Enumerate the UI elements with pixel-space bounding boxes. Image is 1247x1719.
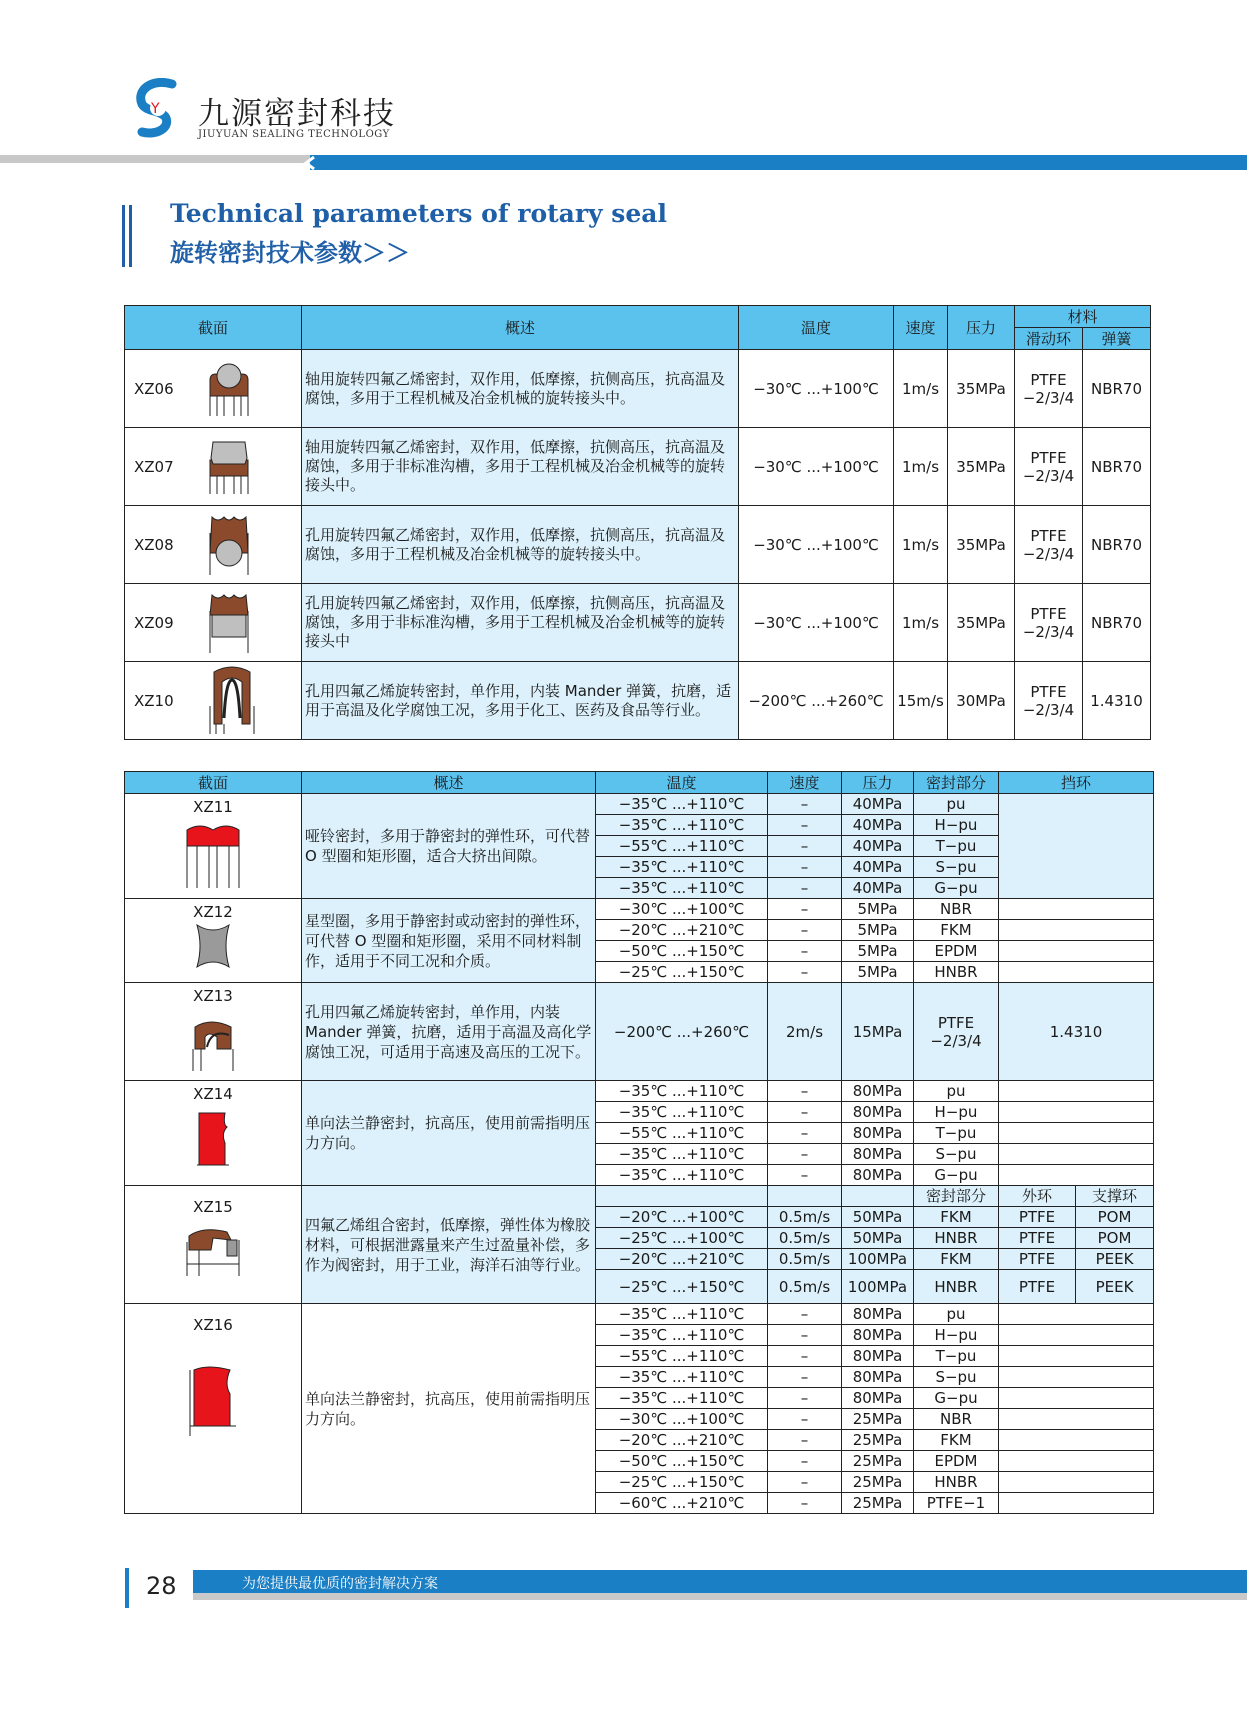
temp-cell: −55℃ ...+110℃: [596, 1346, 768, 1367]
seal-part-cell: HNBR: [914, 1228, 999, 1249]
retainer-cell: [999, 962, 1154, 983]
seal-part-cell: PTFE −2/3/4: [914, 983, 999, 1081]
retainer-cell: [999, 920, 1154, 941]
temp-cell: −20℃ ...+210℃: [596, 1430, 768, 1451]
section-cell: [125, 983, 302, 1081]
pressure-cell: 40MPa: [842, 878, 914, 899]
section-cell: [125, 899, 302, 983]
speed-cell: –: [768, 1388, 842, 1409]
seal-code: XZ16: [193, 1316, 233, 1334]
seal-description: 轴用旋转四氟乙烯密封，双作用，低摩擦，抗侧高压，抗高温及腐蚀，多用于非标准沟槽，多用于工程机械及冶金机械等的旋转接头中。: [302, 428, 739, 506]
header-section: 截面: [125, 306, 302, 350]
speed-cell: –: [768, 1451, 842, 1472]
section-cell: [125, 1186, 302, 1304]
table-row: [125, 794, 1154, 815]
section-cell: [125, 506, 302, 584]
retainer-cell: [999, 1493, 1154, 1514]
retainer-cell: [999, 899, 1154, 920]
section-cell: [125, 794, 302, 899]
slide-ring-cell: PTFE −2/3/4: [1015, 506, 1083, 584]
temp-cell: −200℃ ...+260℃: [739, 662, 894, 740]
speed-cell: –: [768, 1165, 842, 1186]
retainer-cell: [999, 1123, 1154, 1144]
spring-cell: NBR70: [1083, 506, 1151, 584]
seal-part-cell: EPDM: [914, 941, 999, 962]
seal-part-cell: pu: [914, 1081, 999, 1102]
seal-part-cell: NBR: [914, 899, 999, 920]
retainer-cell: [999, 1346, 1154, 1367]
pressure-cell: 50MPa: [842, 1228, 914, 1249]
speed-cell: 0.5m/s: [768, 1249, 842, 1270]
subheader-outer-ring: 外环: [999, 1186, 1076, 1207]
brand-name-cn: 九源密封科技: [198, 96, 396, 132]
seal-code: XZ08: [134, 535, 174, 554]
speed-cell: –: [768, 1123, 842, 1144]
support-ring-cell: PEEK: [1076, 1249, 1154, 1270]
speed-cell: –: [768, 1472, 842, 1493]
seal-part-cell: T−pu: [914, 836, 999, 857]
footer-divider: [193, 1593, 1247, 1600]
section-cell: [125, 1081, 302, 1186]
retainer-cell: [999, 1304, 1154, 1325]
speed-cell: –: [768, 1367, 842, 1388]
temp-cell: −20℃ ...+100℃: [596, 1207, 768, 1228]
header-spring: 弹簧: [1083, 328, 1151, 350]
seal-description: 单向法兰静密封，抗高压，使用前需指明压力方向。: [302, 1081, 596, 1186]
speed-cell: 0.5m/s: [768, 1228, 842, 1249]
retainer-cell: [999, 1144, 1154, 1165]
slide-ring-cell: PTFE −2/3/4: [1015, 350, 1083, 428]
speed-cell: –: [768, 857, 842, 878]
footer-slogan: 为您提供最优质的密封解决方案: [242, 1576, 438, 1592]
retainer-cell: [999, 1165, 1154, 1186]
temp-cell: −25℃ ...+150℃: [596, 1472, 768, 1493]
pressure-cell: 80MPa: [842, 1102, 914, 1123]
table-row: [125, 899, 1154, 920]
seal-part-cell: H−pu: [914, 815, 999, 836]
seal-code: XZ09: [134, 613, 174, 632]
slide-ring-cell: PTFE −2/3/4: [1015, 428, 1083, 506]
retainer-cell: [999, 1102, 1154, 1123]
header-temp: 温度: [739, 306, 894, 350]
seal-code: XZ11: [193, 798, 233, 816]
seal-description: 孔用四氟乙烯旋转密封，单作用，内装 Mander 弹簧，抗磨，适用于高温及高化学腐蚀工况，可适用于高速及高压的工况下。: [302, 983, 596, 1081]
seal-code: XZ14: [193, 1085, 233, 1103]
temp-cell: −35℃ ...+110℃: [596, 1388, 768, 1409]
speed-cell: –: [768, 794, 842, 815]
spring-cell: NBR70: [1083, 584, 1151, 662]
support-ring-cell: POM: [1076, 1207, 1154, 1228]
pressure-cell: 40MPa: [842, 794, 914, 815]
xz10-profile-icon: [204, 666, 260, 736]
header-overview: 概述: [302, 306, 739, 350]
xz16-profile-icon: [188, 1360, 238, 1440]
retainer-cell: [999, 941, 1154, 962]
pressure-cell: 100MPa: [842, 1270, 914, 1304]
static-seal-table: [124, 771, 1154, 1514]
subheader-empty: [768, 1186, 842, 1207]
xz11-profile-icon: [183, 820, 243, 890]
table-row: [125, 1186, 1154, 1207]
header-section: 截面: [125, 772, 302, 794]
header-speed: 速度: [768, 772, 842, 794]
section-cell: [125, 350, 302, 428]
temp-cell: −30℃ ...+100℃: [739, 506, 894, 584]
table-row: [125, 506, 1151, 584]
temp-cell: −50℃ ...+150℃: [596, 1451, 768, 1472]
table-row: [125, 983, 1154, 1081]
page-number: 28: [146, 1572, 177, 1600]
retainer-cell: [999, 1472, 1154, 1493]
seal-part-cell: HNBR: [914, 1472, 999, 1493]
speed-cell: 1m/s: [894, 428, 948, 506]
retainer-cell: [999, 1388, 1154, 1409]
retainer-cell: [999, 1451, 1154, 1472]
temp-cell: −200℃ ...+260℃: [596, 983, 768, 1081]
speed-cell: –: [768, 836, 842, 857]
speed-cell: –: [768, 941, 842, 962]
subheader-seal-part: 密封部分: [914, 1186, 999, 1207]
pressure-cell: 100MPa: [842, 1249, 914, 1270]
seal-code: XZ06: [134, 379, 174, 398]
seal-part-cell: G−pu: [914, 1165, 999, 1186]
temp-cell: −20℃ ...+210℃: [596, 920, 768, 941]
xz06-profile-icon: [204, 360, 254, 418]
spring-cell: 1.4310: [1083, 662, 1151, 740]
seal-code: XZ12: [193, 903, 233, 921]
pressure-cell: 80MPa: [842, 1144, 914, 1165]
pressure-cell: 15MPa: [842, 983, 914, 1081]
pressure-cell: 25MPa: [842, 1451, 914, 1472]
pressure-cell: 80MPa: [842, 1367, 914, 1388]
seal-description: 轴用旋转四氟乙烯密封，双作用，低摩擦，抗侧高压，抗高温及腐蚀，多用于工程机械及冶金机械的旋转接头中。: [302, 350, 739, 428]
seal-part-cell: FKM: [914, 1430, 999, 1451]
temp-cell: −30℃ ...+100℃: [596, 1409, 768, 1430]
spring-cell: NBR70: [1083, 350, 1151, 428]
speed-cell: –: [768, 920, 842, 941]
header-temp: 温度: [596, 772, 768, 794]
header-pressure: 压力: [842, 772, 914, 794]
speed-cell: 1m/s: [894, 506, 948, 584]
speed-cell: –: [768, 1346, 842, 1367]
pressure-cell: 25MPa: [842, 1493, 914, 1514]
outer-ring-cell: PTFE: [999, 1270, 1076, 1304]
outer-ring-cell: PTFE: [999, 1249, 1076, 1270]
speed-cell: 0.5m/s: [768, 1207, 842, 1228]
retainer-cell: [999, 794, 1154, 899]
seal-part-cell: G−pu: [914, 1388, 999, 1409]
seal-part-cell: pu: [914, 794, 999, 815]
seal-part-cell: T−pu: [914, 1123, 999, 1144]
temp-cell: −30℃ ...+100℃: [739, 584, 894, 662]
seal-part-cell: NBR: [914, 1409, 999, 1430]
speed-cell: –: [768, 899, 842, 920]
seal-description: 单向法兰静密封，抗高压，使用前需指明压力方向。: [302, 1304, 596, 1514]
page-title-en: Technical parameters of rotary seal: [170, 199, 667, 228]
temp-cell: −20℃ ...+210℃: [596, 1249, 768, 1270]
pressure-cell: 35MPa: [948, 350, 1015, 428]
seal-description: 孔用四氟乙烯旋转密封，单作用，内装 Mander 弹簧，抗磨，适用于高温及化学腐蚀工况，多用于化工、医药及食品等行业。: [302, 662, 739, 740]
subheader-empty: [596, 1186, 768, 1207]
seal-part-cell: EPDM: [914, 1451, 999, 1472]
temp-cell: −55℃ ...+110℃: [596, 1123, 768, 1144]
pressure-cell: 80MPa: [842, 1304, 914, 1325]
seal-code: XZ13: [193, 987, 233, 1005]
temp-cell: −35℃ ...+110℃: [596, 1081, 768, 1102]
speed-cell: –: [768, 962, 842, 983]
table-row: [125, 1081, 1154, 1102]
seal-part-cell: FKM: [914, 1207, 999, 1228]
temp-cell: −25℃ ...+150℃: [596, 962, 768, 983]
support-ring-cell: POM: [1076, 1228, 1154, 1249]
xz07-profile-icon: [204, 438, 254, 496]
header-bar: [310, 155, 1247, 170]
header-pressure: 压力: [948, 306, 1015, 350]
xz09-profile-icon: [204, 591, 254, 655]
temp-cell: −25℃ ...+150℃: [596, 1270, 768, 1304]
temp-cell: −35℃ ...+110℃: [596, 1102, 768, 1123]
retainer-cell: [999, 1325, 1154, 1346]
pressure-cell: 40MPa: [842, 857, 914, 878]
pressure-cell: 80MPa: [842, 1165, 914, 1186]
speed-cell: –: [768, 1304, 842, 1325]
pressure-cell: 80MPa: [842, 1325, 914, 1346]
subheader-empty: [842, 1186, 914, 1207]
section-cell: [125, 428, 302, 506]
temp-cell: −30℃ ...+100℃: [596, 899, 768, 920]
speed-cell: –: [768, 1102, 842, 1123]
seal-part-cell: PTFE−1: [914, 1493, 999, 1514]
pressure-cell: 35MPa: [948, 428, 1015, 506]
slide-ring-cell: PTFE −2/3/4: [1015, 584, 1083, 662]
seal-description: 孔用旋转四氟乙烯密封，双作用，低摩擦，抗侧高压，抗高温及腐蚀，多用于非标准沟槽，多用于工程机械及冶金机械等的旋转接头中: [302, 584, 739, 662]
pressure-cell: 5MPa: [842, 941, 914, 962]
xz08-profile-icon: [204, 513, 254, 577]
section-cell: [125, 1304, 302, 1514]
pressure-cell: 5MPa: [842, 962, 914, 983]
pressure-cell: 80MPa: [842, 1346, 914, 1367]
section-cell: [125, 662, 302, 740]
pressure-cell: 25MPa: [842, 1409, 914, 1430]
header-overview: 概述: [302, 772, 596, 794]
temp-cell: −35℃ ...+110℃: [596, 815, 768, 836]
temp-cell: −35℃ ...+110℃: [596, 1367, 768, 1388]
pressure-cell: 5MPa: [842, 920, 914, 941]
speed-cell: 0.5m/s: [768, 1270, 842, 1304]
seal-part-cell: H−pu: [914, 1102, 999, 1123]
table-row: [125, 1304, 1154, 1325]
retainer-cell: [999, 1430, 1154, 1451]
speed-cell: –: [768, 1325, 842, 1346]
seal-part-cell: HNBR: [914, 962, 999, 983]
header-seal-part: 密封部分: [914, 772, 999, 794]
temp-cell: −35℃ ...+110℃: [596, 1304, 768, 1325]
title-marker: [122, 205, 134, 267]
section-cell: [125, 584, 302, 662]
retainer-cell: 1.4310: [999, 983, 1154, 1081]
pressure-cell: 80MPa: [842, 1388, 914, 1409]
chevron-left-icon: [300, 156, 324, 170]
header-material: 材料: [1015, 306, 1151, 328]
pressure-cell: 25MPa: [842, 1430, 914, 1451]
header-speed: 速度: [894, 306, 948, 350]
speed-cell: –: [768, 878, 842, 899]
temp-cell: −35℃ ...+110℃: [596, 794, 768, 815]
seal-part-cell: FKM: [914, 1249, 999, 1270]
seal-description: 孔用旋转四氟乙烯密封，双作用，低摩擦，抗侧高压，抗高温及腐蚀，多用于工程机械及冶金机械等的旋转接头中。: [302, 506, 739, 584]
svg-text:Y: Y: [151, 101, 160, 117]
seal-part-cell: T−pu: [914, 1346, 999, 1367]
support-ring-cell: PEEK: [1076, 1270, 1154, 1304]
footer-marker: [125, 1568, 129, 1608]
seal-code: XZ15: [193, 1198, 233, 1216]
temp-cell: −35℃ ...+110℃: [596, 1144, 768, 1165]
temp-cell: −30℃ ...+100℃: [739, 350, 894, 428]
seal-part-cell: H−pu: [914, 1325, 999, 1346]
speed-cell: –: [768, 1430, 842, 1451]
pressure-cell: 80MPa: [842, 1123, 914, 1144]
seal-description: 星型圈，多用于静密封或动密封的弹性环，可代替 O 型圈和矩形圈，采用不同材料制作，适用于不同工况和介质。: [302, 899, 596, 983]
speed-cell: 1m/s: [894, 584, 948, 662]
seal-code: XZ07: [134, 457, 174, 476]
table-row: [125, 428, 1151, 506]
xz12-profile-icon: [189, 921, 237, 971]
pressure-cell: 25MPa: [842, 1472, 914, 1493]
temp-cell: −25℃ ...+100℃: [596, 1228, 768, 1249]
pressure-cell: 5MPa: [842, 899, 914, 920]
rotary-seal-table: [124, 305, 1151, 740]
speed-cell: 1m/s: [894, 350, 948, 428]
outer-ring-cell: PTFE: [999, 1228, 1076, 1249]
table-row: [125, 350, 1151, 428]
pressure-cell: 30MPa: [948, 662, 1015, 740]
outer-ring-cell: PTFE: [999, 1207, 1076, 1228]
subheader-support-ring: 支撑环: [1076, 1186, 1154, 1207]
seal-part-cell: G−pu: [914, 878, 999, 899]
temp-cell: −35℃ ...+110℃: [596, 878, 768, 899]
pressure-cell: 80MPa: [842, 1081, 914, 1102]
xz13-profile-icon: [189, 1005, 237, 1073]
seal-part-cell: HNBR: [914, 1270, 999, 1304]
speed-cell: –: [768, 1081, 842, 1102]
temp-cell: −30℃ ...+100℃: [739, 428, 894, 506]
speed-cell: 2m/s: [768, 983, 842, 1081]
temp-cell: −60℃ ...+210℃: [596, 1493, 768, 1514]
seal-part-cell: pu: [914, 1304, 999, 1325]
table-row: [125, 662, 1151, 740]
header-slide-ring: 滑动环: [1015, 328, 1083, 350]
seal-description: 哑铃密封，多用于静密封的弹性环，可代替 O 型圈和矩形圈，适合大挤出间隙。: [302, 794, 596, 899]
temp-cell: −35℃ ...+110℃: [596, 857, 768, 878]
pressure-cell: 35MPa: [948, 584, 1015, 662]
seal-part-cell: FKM: [914, 920, 999, 941]
seal-part-cell: S−pu: [914, 1144, 999, 1165]
pressure-cell: 50MPa: [842, 1207, 914, 1228]
pressure-cell: 40MPa: [842, 836, 914, 857]
seal-description: 四氟乙烯组合密封，低摩擦，弹性体为橡胶材料，可根据泄露量来产生过盈量补偿，多作为阀密封，用于工业，海洋石油等行业。: [302, 1186, 596, 1304]
pressure-cell: 40MPa: [842, 815, 914, 836]
speed-cell: –: [768, 1493, 842, 1514]
retainer-cell: [999, 1409, 1154, 1430]
jiuyuan-logo-icon: [132, 78, 184, 140]
pressure-cell: 35MPa: [948, 506, 1015, 584]
brand-name-en: JIUYUAN SEALING TECHNOLOGY: [198, 129, 390, 140]
seal-part-cell: S−pu: [914, 857, 999, 878]
retainer-cell: [999, 1081, 1154, 1102]
temp-cell: −35℃ ...+110℃: [596, 1165, 768, 1186]
xz14-profile-icon: [193, 1103, 233, 1171]
seal-code: XZ10: [134, 691, 174, 710]
retainer-cell: [999, 1367, 1154, 1388]
slide-ring-cell: PTFE −2/3/4: [1015, 662, 1083, 740]
temp-cell: −35℃ ...+110℃: [596, 1325, 768, 1346]
seal-part-cell: S−pu: [914, 1367, 999, 1388]
table-row: [125, 584, 1151, 662]
temp-cell: −55℃ ...+110℃: [596, 836, 768, 857]
speed-cell: –: [768, 1144, 842, 1165]
spring-cell: NBR70: [1083, 428, 1151, 506]
speed-cell: –: [768, 815, 842, 836]
page-title-cn: 旋转密封技术参数＞＞: [170, 239, 410, 267]
speed-cell: –: [768, 1409, 842, 1430]
temp-cell: −50℃ ...+150℃: [596, 941, 768, 962]
header-retainer: 挡环: [999, 772, 1154, 794]
xz15-profile-icon: [183, 1222, 243, 1278]
speed-cell: 15m/s: [894, 662, 948, 740]
